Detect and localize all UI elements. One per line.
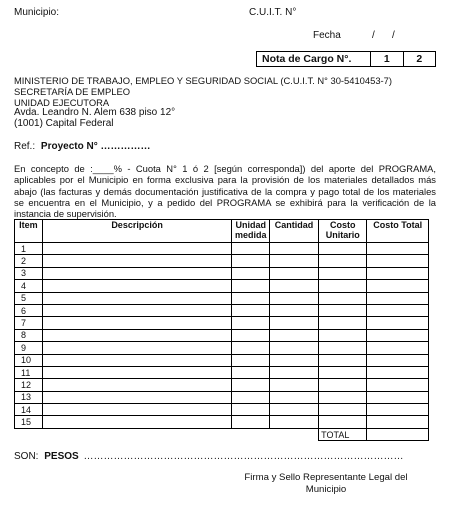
table-header-row	[15, 220, 429, 243]
descripcion-cell	[42, 379, 232, 391]
ref-label: Ref.:	[14, 141, 36, 152]
column-header-item: Item	[15, 220, 43, 243]
unidad-cell	[232, 255, 269, 267]
unidad-cell	[232, 243, 269, 255]
destinatario-line: Avda. Leandro N. Alem 638 piso 12°	[14, 107, 176, 119]
destinatario-block	[14, 76, 392, 130]
fecha-separator: /	[372, 30, 375, 41]
cantidad-cell	[269, 280, 318, 292]
table-row	[15, 267, 429, 279]
cantidad-cell	[269, 354, 318, 366]
costo-unitario-cell	[319, 404, 367, 416]
unidad-cell	[232, 404, 269, 416]
costo-unitario-cell	[319, 391, 367, 403]
item-cell: 14	[15, 404, 43, 416]
cantidad-cell	[269, 267, 318, 279]
descripcion-cell	[42, 329, 232, 341]
item-cell: 3	[15, 267, 43, 279]
column-header-unidad: Unidad medida	[232, 220, 269, 243]
cantidad-cell	[269, 379, 318, 391]
nota-de-cargo-number-1: 1	[370, 52, 403, 66]
unidad-cell	[232, 342, 269, 354]
table-row	[15, 317, 429, 329]
costo-unitario-cell	[319, 280, 367, 292]
descripcion-cell	[42, 243, 232, 255]
pesos-label: PESOS	[44, 451, 79, 462]
costo-unitario-cell	[319, 292, 367, 304]
municipio-label: Municipio:	[14, 7, 60, 18]
cantidad-cell	[269, 329, 318, 341]
item-cell: 2	[15, 255, 43, 267]
descripcion-cell	[42, 354, 232, 366]
costo-unitario-cell	[319, 317, 367, 329]
costo-total-cell	[367, 304, 429, 316]
item-cell: 13	[15, 391, 43, 403]
descripcion-cell	[42, 317, 232, 329]
table-row	[15, 243, 429, 255]
item-cell: 6	[15, 304, 43, 316]
item-cell: 5	[15, 292, 43, 304]
costo-unitario-cell	[319, 379, 367, 391]
materiales-table	[14, 219, 429, 441]
son-label: SON:	[14, 451, 39, 462]
cantidad-cell	[269, 391, 318, 403]
costo-total-cell	[367, 292, 429, 304]
fecha-label: Fecha	[313, 30, 341, 41]
item-cell: 9	[15, 342, 43, 354]
item-cell: 7	[15, 317, 43, 329]
firma-block	[228, 472, 424, 495]
table-row	[15, 280, 429, 292]
table-row	[15, 379, 429, 391]
unidad-cell	[232, 366, 269, 378]
descripcion-cell	[42, 404, 232, 416]
son-line	[14, 451, 403, 463]
costo-total-cell	[367, 354, 429, 366]
costo-total-cell	[367, 255, 429, 267]
destinatario-line: (1001) Capital Federal	[14, 118, 114, 130]
table-row	[15, 342, 429, 354]
fecha-separator: /	[392, 30, 395, 41]
descripcion-cell	[42, 292, 232, 304]
costo-total-cell	[367, 243, 429, 255]
unidad-cell	[232, 391, 269, 403]
costo-unitario-cell	[319, 366, 367, 378]
firma-line: Firma y Sello Representante Legal del	[244, 472, 408, 483]
descripcion-cell	[42, 267, 232, 279]
nota-de-cargo-label: Nota de Cargo N°.	[262, 53, 352, 65]
cantidad-cell	[269, 366, 318, 378]
costo-total-cell	[367, 317, 429, 329]
table-row	[15, 255, 429, 267]
descripcion-cell	[42, 391, 232, 403]
destinatario-line: UNIDAD EJECUTORA	[14, 96, 110, 108]
ref-line	[14, 141, 150, 153]
costo-unitario-cell	[319, 342, 367, 354]
costo-unitario-cell	[319, 243, 367, 255]
costo-total-cell	[367, 329, 429, 341]
costo-total-cell	[367, 404, 429, 416]
unidad-cell	[232, 280, 269, 292]
column-header-cantidad: Cantidad	[269, 220, 318, 243]
total-row	[15, 428, 429, 440]
item-cell: 1	[15, 243, 43, 255]
total-label: TOTAL	[319, 428, 367, 440]
costo-total-cell	[367, 366, 429, 378]
destinatario-line: SECRETARÍA DE EMPLEO	[14, 85, 130, 97]
proyecto-number: Proyecto N° ……………	[40, 141, 151, 152]
table-row	[15, 416, 429, 428]
unidad-cell	[232, 292, 269, 304]
item-cell: 8	[15, 329, 43, 341]
nota-de-cargo-number-2: 2	[403, 52, 436, 66]
cantidad-cell	[269, 255, 318, 267]
item-cell: 15	[15, 416, 43, 428]
cantidad-cell	[269, 243, 318, 255]
descripcion-cell	[42, 416, 232, 428]
descripcion-cell	[42, 366, 232, 378]
costo-unitario-cell	[319, 267, 367, 279]
unidad-cell	[232, 379, 269, 391]
item-cell: 11	[15, 366, 43, 378]
destinatario-line: MINISTERIO DE TRABAJO, EMPLEO Y SEGURIDAD SOCIAL (C.U.I.T. N° 30-5410453-7)	[14, 75, 392, 86]
unidad-cell	[232, 304, 269, 316]
unidad-cell	[232, 329, 269, 341]
nota-de-cargo-box	[256, 51, 436, 67]
descripcion-cell	[42, 255, 232, 267]
table-row	[15, 329, 429, 341]
unidad-cell	[232, 416, 269, 428]
table-row	[15, 304, 429, 316]
descripcion-cell	[42, 280, 232, 292]
total-value-cell	[367, 428, 429, 440]
costo-unitario-cell	[319, 329, 367, 341]
table-row	[15, 292, 429, 304]
costo-unitario-cell	[319, 354, 367, 366]
column-header-descripcion: Descripción	[42, 220, 232, 243]
costo-total-cell	[367, 280, 429, 292]
costo-unitario-cell	[319, 304, 367, 316]
table-row	[15, 366, 429, 378]
cuit-label: C.U.I.T. N°	[249, 7, 297, 18]
cantidad-cell	[269, 292, 318, 304]
column-header-costo-unitario: Costo Unitario	[319, 220, 367, 243]
cantidad-cell	[269, 404, 318, 416]
unidad-cell	[232, 354, 269, 366]
costo-total-cell	[367, 416, 429, 428]
item-cell: 12	[15, 379, 43, 391]
cantidad-cell	[269, 304, 318, 316]
costo-unitario-cell	[319, 255, 367, 267]
total-row-spacer	[15, 428, 319, 440]
cantidad-cell	[269, 342, 318, 354]
costo-total-cell	[367, 267, 429, 279]
descripcion-cell	[42, 304, 232, 316]
descripcion-cell	[42, 342, 232, 354]
table-row	[15, 404, 429, 416]
cantidad-cell	[269, 416, 318, 428]
concepto-paragraph: En concepto de :____% - Cuota N° 1 ó 2 [según corresponda]) del aporte del PROGRAMA, aplicables por el Municipio en forma exclusiva para la provisión de los materiales detallados más abajo (las facturas y demás documentación justificativa de la compra y pago total de los materiales se encuentra en el Municipio, y a pedido del PROGRAMA se exhibirá para la verificación de la instancia de supervisión.	[14, 163, 436, 220]
item-cell: 10	[15, 354, 43, 366]
pesos-dots: ……………………………………………………………………………………	[83, 451, 404, 462]
costo-unitario-cell	[319, 416, 367, 428]
unidad-cell	[232, 317, 269, 329]
costo-total-cell	[367, 379, 429, 391]
costo-total-cell	[367, 342, 429, 354]
cantidad-cell	[269, 317, 318, 329]
column-header-costo-total: Costo Total	[367, 220, 429, 243]
table-row	[15, 354, 429, 366]
table-row	[15, 391, 429, 403]
firma-line: Municipio	[305, 483, 347, 495]
costo-total-cell	[367, 391, 429, 403]
item-cell: 4	[15, 280, 43, 292]
unidad-cell	[232, 267, 269, 279]
